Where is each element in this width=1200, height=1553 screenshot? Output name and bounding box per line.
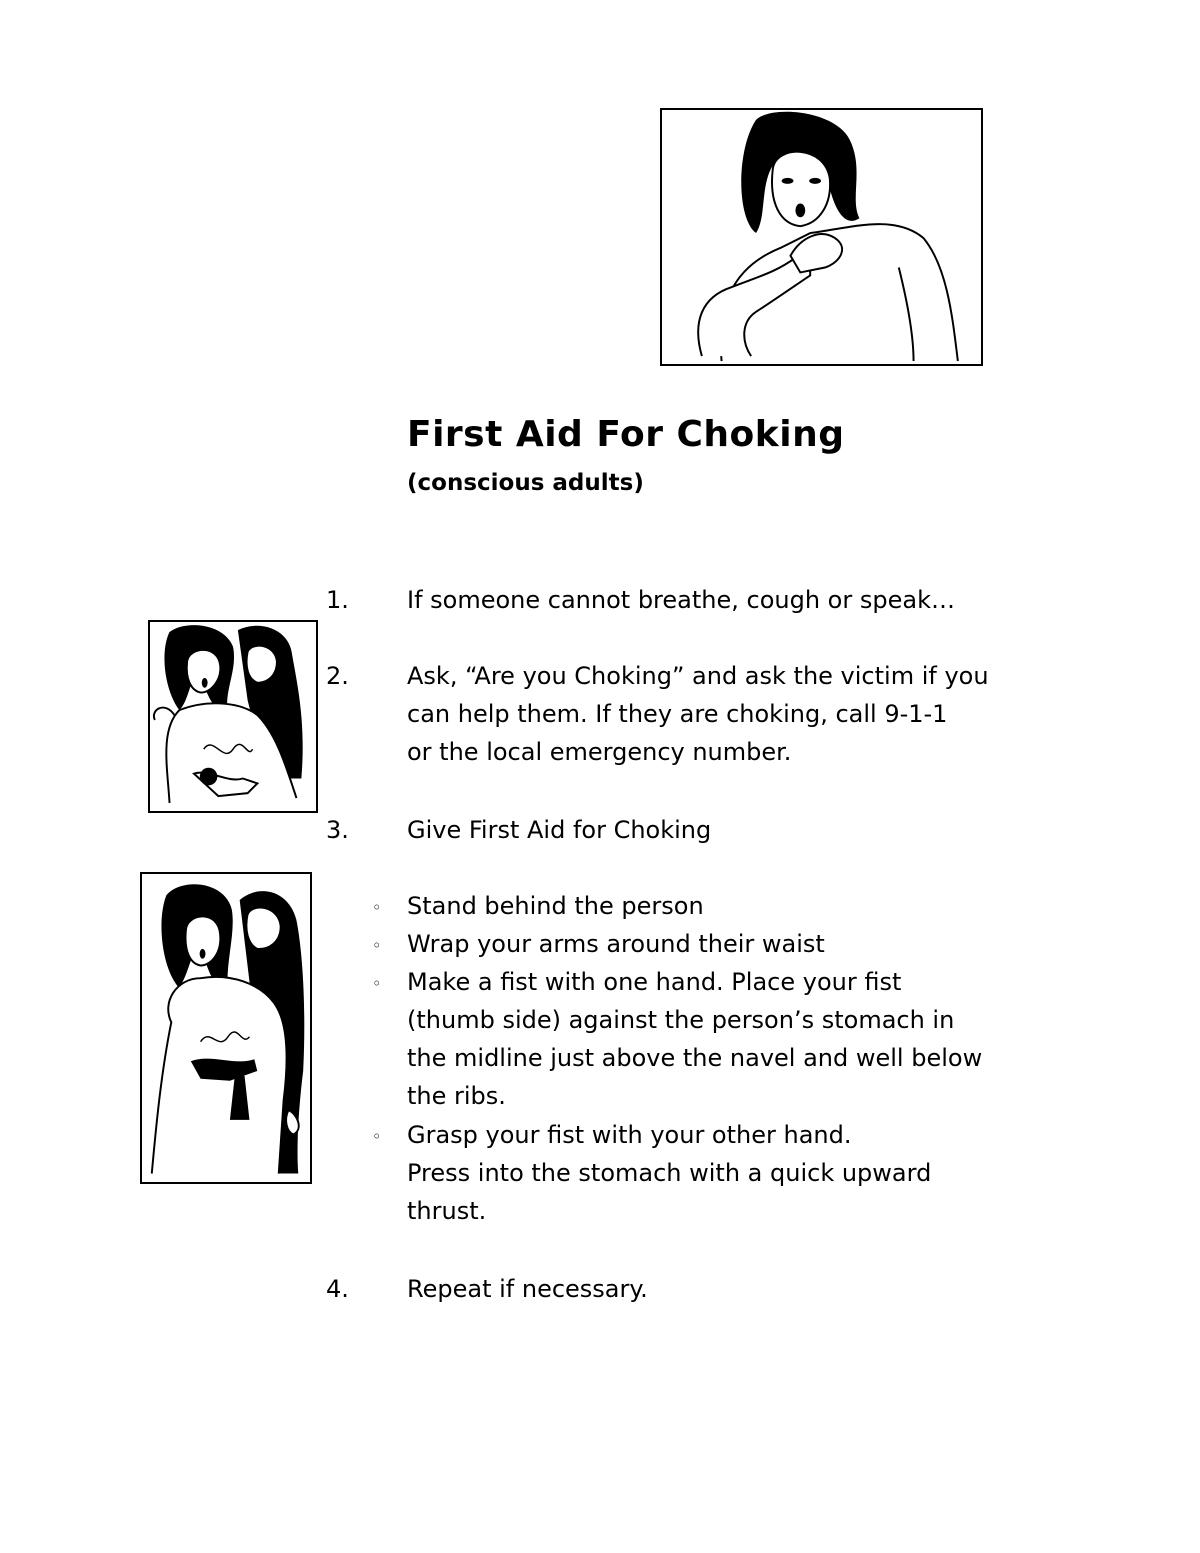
bullet-line: Press into the stomach with a quick upward [407, 1159, 932, 1187]
rescuer-victim-drawing [150, 622, 316, 811]
step-number: 1. [326, 586, 349, 614]
step-text [407, 1270, 648, 1308]
choking-woman-drawing [662, 110, 981, 364]
step-number: 4. [326, 1275, 349, 1303]
bullet-text [407, 1116, 931, 1230]
bullet-text [407, 963, 982, 1115]
abdominal-thrust-illustration [140, 872, 312, 1184]
step-text [407, 581, 955, 619]
step-line: can help them. If they are choking, call 9-1-1 [407, 700, 948, 728]
bullet-icon: ◦ [372, 898, 382, 917]
step-line: Ask, “Are you Choking” and ask the victim if you [407, 662, 989, 690]
step-line: Give First Aid for Choking [407, 816, 712, 844]
choking-woman-illustration [660, 108, 983, 366]
bullet-icon: ◦ [372, 974, 382, 993]
bullet-line: Stand behind the person [407, 892, 704, 920]
bullet-icon: ◦ [372, 1127, 382, 1146]
bullet-text [407, 887, 704, 925]
bullet-icon: ◦ [372, 936, 382, 955]
bullet-line: Wrap your arms around their waist [407, 930, 825, 958]
bullet-line: Make a fist with one hand. Place your fist [407, 968, 902, 996]
step-line: If someone cannot breathe, cough or speak… [407, 586, 955, 614]
bullet-line: the midline just above the navel and well below [407, 1044, 983, 1072]
step-text [407, 657, 989, 771]
step-number: 3. [326, 816, 349, 844]
abdominal-thrust-drawing [142, 874, 310, 1182]
bullet-text [407, 925, 825, 963]
step-number: 2. [326, 662, 349, 690]
bullet-line: Grasp your fist with your other hand. [407, 1121, 852, 1149]
bullet-line: the ribs. [407, 1082, 506, 1110]
page-subtitle: (conscious adults) [407, 470, 644, 496]
step-line: or the local emergency number. [407, 738, 792, 766]
bullet-line: thrust. [407, 1197, 487, 1225]
page-title: First Aid For Choking [407, 414, 845, 455]
step-text [407, 811, 711, 849]
step-line: Repeat if necessary. [407, 1275, 648, 1303]
bullet-line: (thumb side) against the person’s stomach in [407, 1006, 955, 1034]
rescuer-behind-victim-illustration [148, 620, 318, 813]
